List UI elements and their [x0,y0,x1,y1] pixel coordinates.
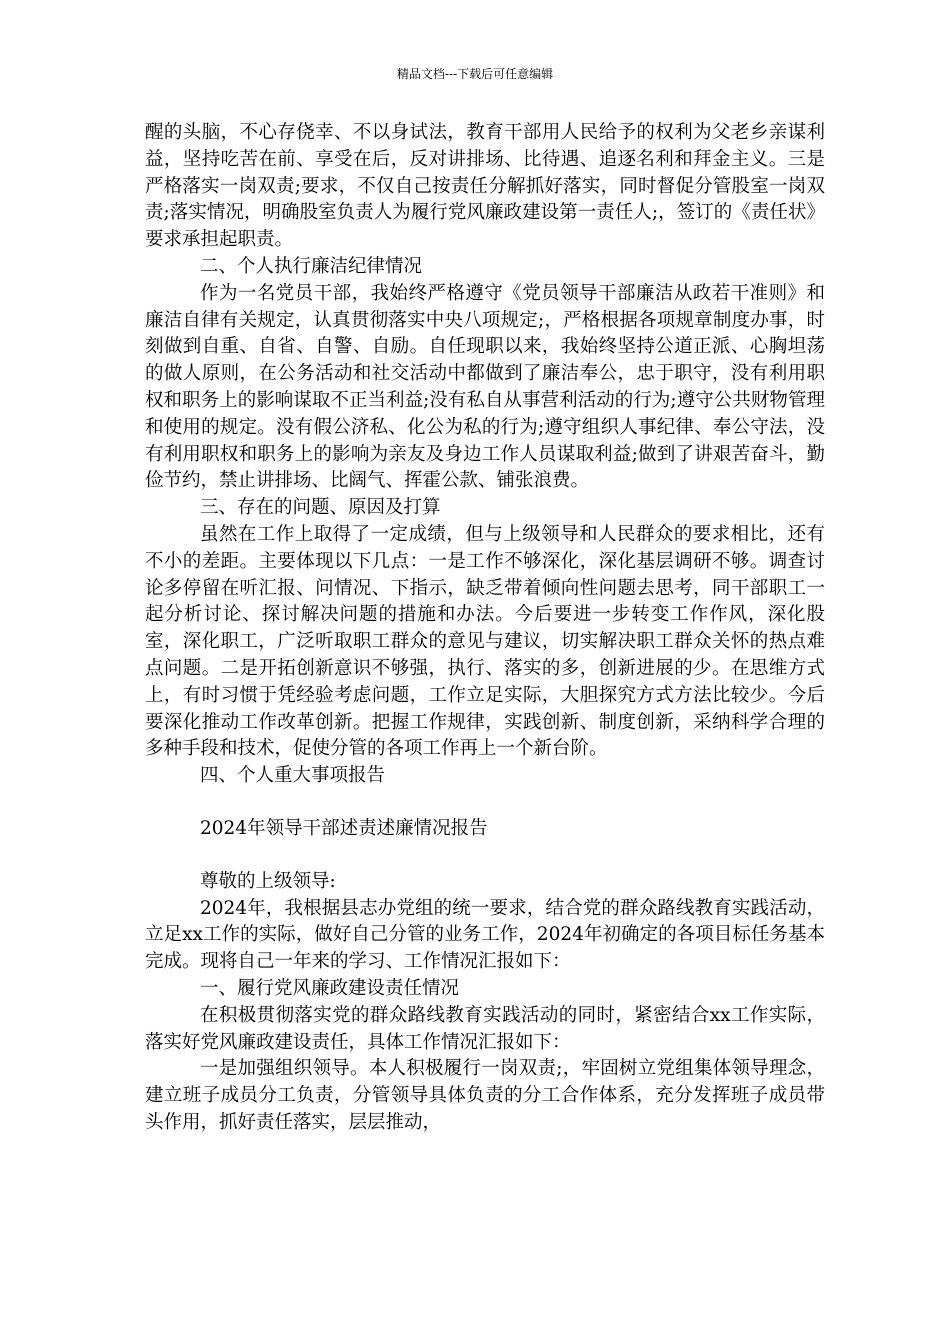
paragraph-leadership: 一是加强组织领导。本人积极履行一岗双责;，牢固树立党组集体领导理念，建立班子成员分工负责，分管领导具体负责的分工合作体系，充分发挥班子成员带头作用，抓好责任落实，层层推动， [145,1058,825,1133]
paragraph-responsibility: 在积极贯彻落实党的群众路线教育实践活动的同时，紧密结合xx工作实际，落实好党风廉政建设责任，具体工作情况汇报如下： [145,1004,825,1053]
paragraph-intro: 2024年，我根据县志办党组的统一要求，结合党的群众路线教育实践活动，立足xx工作的实际，做好自己分管的业务工作，2024年初确定的各项目标任务基本完成。现将自己一年来的学习、工作情况汇报如下： [145,897,825,973]
spacer [145,790,825,816]
paragraph-continuation: 醒的头脑，不心存侥幸、不以身试法，教育干部用人民给予的权利为父老乡亲谋利益，坚持吃苦在前、享受在后，反对讲排场、比待遇、追逐名利和拜金主义。三是严格落实一岗双责;要求，不仅自己按责任分解抓好落实，同时督促分管股室一岗双责;落实情况，明确股室负责人为履行党风廉政建设第一责任人;，签订的《责任状》要求承担起职责。 [145,122,825,251]
section-heading-1: 一、履行党风廉政建设责任情况 [200,977,460,999]
paragraph-problems: 虽然在工作上取得了一定成绩，但与上级领导和人民群众的要求相比，还有不小的差距。主要体现以下几点：一是工作不够深化，深化基层调研不够。调查讨论多停留在听汇报、问情况、下指示，缺乏带着倾向性问题去思考，同干部职工一起分析讨论、探讨解决问题的措施和办法。今后要进一步转变工作作风，深化股室，深化职工，广泛听取职工群众的意见与建议，切实解决职工群众关怀的热点难点问题。二是开拓创新意识不够强，执行、落实的多，创新进展的少。在思维方式上，有时习惯于凭经验考虑问题，工作立足实际，大胆探究方式方法比较少。今后要深化推动工作改革创新。把握工作规律，实践创新、制度创新，采纳科学合理的多种手段和技术，促使分管的各项工作再上一个新台阶。 [145,523,825,760]
document-body [145,120,825,1137]
section-heading-2: 二、个人执行廉洁纪律情况 [200,255,423,277]
section-heading-4: 四、个人重大事项报告 [200,765,386,787]
salutation: 尊敬的上级领导: [200,870,336,892]
page-header: 精品文档---下载后可任意编辑 [396,67,554,81]
section-heading-3: 三、存在的问题、原因及打算 [200,497,441,519]
report-title: 2024年领导干部述责述廉情况报告 [200,817,488,839]
spacer [145,843,825,869]
paragraph-discipline: 作为一名党员干部，我始终严格遵守《党员领导干部廉洁从政若干准则》和廉洁自律有关规定，认真贯彻落实中央八项规定;，严格根据各项规章制度办事，时刻做到自重、自省、自警、自励。自任现职以来，我始终坚持公道正派、心胸坦荡的做人原则，在公务活动和社交活动中都做到了廉洁奉公，忠于职守，没有利用职权和职务上的影响谋取不正当利益;没有私自从事营利活动的行为;遵守公共财物管理和使用的规定。没有假公济私、化公为私的行为;遵守组织人事纪律、奉公守法，没有利用职权和职务上的影响为亲友及身边工作人员谋取利益;做到了讲艰苦奋斗，勤俭节约，禁止讲排场、比阔气、挥霍公款、铺张浪费。 [145,282,825,492]
